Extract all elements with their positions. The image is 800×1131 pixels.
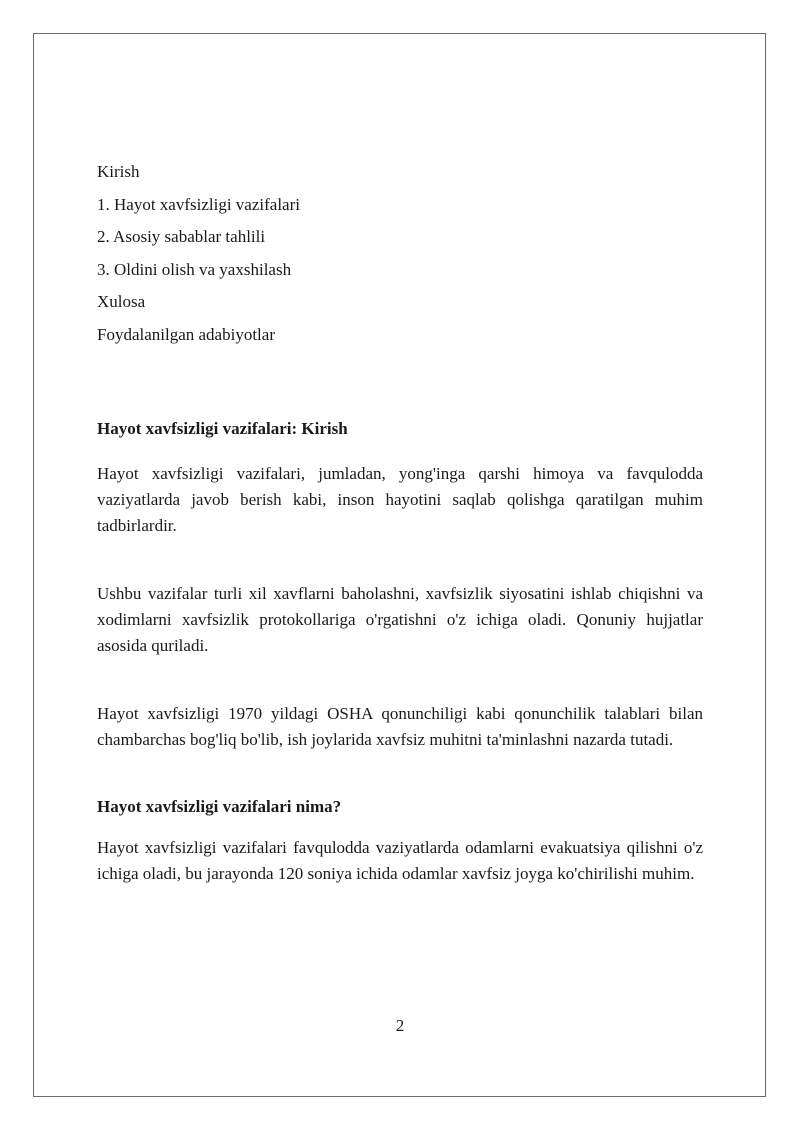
section-heading-intro: Hayot xavfsizligi vazifalari: Kirish [97,419,348,438]
paragraph-intro-2: Ushbu vazifalar turli xil xavflarni baholashni, xavfsizlik siyosatini ishlab chiqishni va xodimlarni xavfsizlik protokollariga o'rgatishni o'z ichiga oladi. Qonuniy hujjatlar asosida quriladi. [97,584,703,655]
toc-item-3: 3. Oldini olish va yaxshilash [97,259,292,279]
toc-item-2: 2. Asosiy sabablar tahlili [97,227,266,246]
page-number: 2 [395,1016,405,1035]
toc-item-references: Foydalanilgan adabiyotlar [97,324,275,344]
paragraph-intro-1: Hayot xavfsizligi vazifalari, jumladan, yong'inga qarshi himoya va favqulodda vaziyatlarda javob berish kabi, inson hayotini saqlab qolishga qaratilgan muhim tadbirlardir. [97,464,703,535]
toc-item-intro: Kirish [97,162,140,181]
document-content [97,156,703,887]
toc-item-conclusion: Xulosa [97,292,146,311]
paragraph-what-is-1: Hayot xavfsizligi vazifalari favqulodda vaziyatlarda odamlarni evakuatsiya qilishni o'z ichiga oladi, bu jarayonda 120 soniya ichida odamlar xavfsiz joyga ko'chirilishi muhim. [97,838,703,883]
table-of-contents [97,156,703,351]
toc-item-1: 1. Hayot xavfsizligi vazifalari [97,194,300,214]
section-heading-what-is: Hayot xavfsizligi vazifalari nima? [97,797,342,816]
paragraph-intro-3: Hayot xavfsizligi 1970 yildagi OSHA qonunchiligi kabi qonunchilik talablari bilan chambarchas bog'liq bo'lib, ish joylarida xavfsiz muhitni ta'minlashni nazarda tutadi. [97,704,703,749]
